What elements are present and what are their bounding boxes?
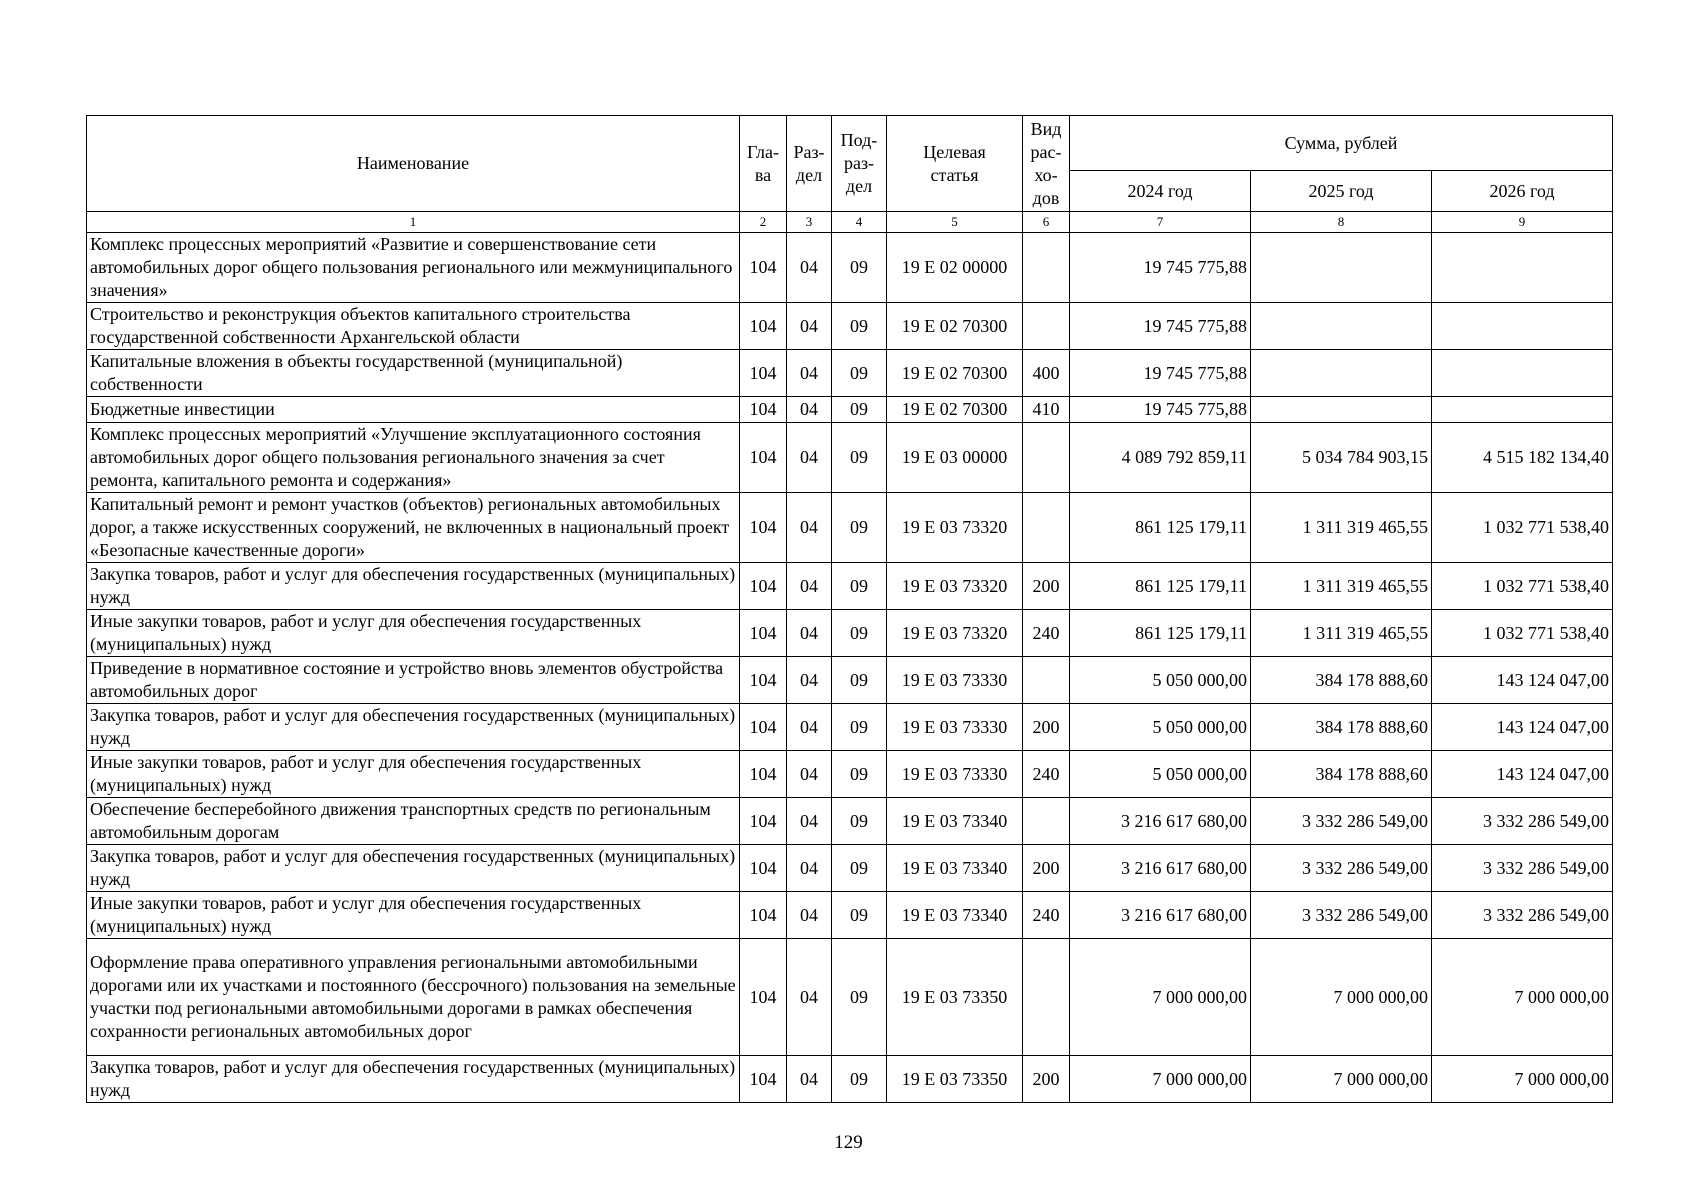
row-name: Иные закупки товаров, работ и услуг для обеспечения государственных (муниципальных) нужд <box>87 892 740 939</box>
row-podrazdel: 09 <box>832 751 887 798</box>
row-sum-2026: 1 032 771 538,40 <box>1432 610 1613 657</box>
row-razdel: 04 <box>787 423 832 493</box>
row-sum-2024: 3 216 617 680,00 <box>1070 845 1251 892</box>
row-sum-2026: 1 032 771 538,40 <box>1432 493 1613 563</box>
row-glava: 104 <box>740 751 787 798</box>
row-sum-2026: 143 124 047,00 <box>1432 657 1613 704</box>
row-podrazdel: 09 <box>832 493 887 563</box>
row-expense-type: 200 <box>1023 845 1070 892</box>
row-sum-2025 <box>1251 397 1432 423</box>
row-target-article: 19 Е 02 70300 <box>887 350 1023 397</box>
row-sum-2024: 19 745 775,88 <box>1070 303 1251 350</box>
row-target-article: 19 Е 02 70300 <box>887 397 1023 423</box>
row-expense-type: 240 <box>1023 751 1070 798</box>
row-target-article: 19 Е 03 73340 <box>887 798 1023 845</box>
row-target-article: 19 Е 03 73340 <box>887 845 1023 892</box>
table-row <box>87 798 1613 845</box>
column-number: 6 <box>1023 212 1070 233</box>
column-number: 1 <box>87 212 740 233</box>
row-sum-2026 <box>1432 233 1613 303</box>
row-target-article: 19 Е 03 73330 <box>887 704 1023 751</box>
row-razdel: 04 <box>787 233 832 303</box>
row-sum-2026: 4 515 182 134,40 <box>1432 423 1613 493</box>
row-target-article: 19 Е 03 73350 <box>887 1056 1023 1103</box>
row-razdel: 04 <box>787 493 832 563</box>
row-sum-2025: 3 332 286 549,00 <box>1251 798 1432 845</box>
header-podrazdel: Под- раз- дел <box>832 116 887 212</box>
row-sum-2026: 3 332 286 549,00 <box>1432 892 1613 939</box>
row-expense-type: 410 <box>1023 397 1070 423</box>
table-row <box>87 423 1613 493</box>
row-razdel: 04 <box>787 1056 832 1103</box>
row-name: Закупка товаров, работ и услуг для обеспечения государственных (муниципальных) нужд <box>87 845 740 892</box>
row-sum-2025: 1 311 319 465,55 <box>1251 610 1432 657</box>
row-target-article: 19 Е 03 73340 <box>887 892 1023 939</box>
row-glava: 104 <box>740 1056 787 1103</box>
row-sum-2024: 7 000 000,00 <box>1070 1056 1251 1103</box>
row-sum-2025 <box>1251 233 1432 303</box>
row-name: Капитальные вложения в объекты государственной (муниципальной) собственности <box>87 350 740 397</box>
row-razdel: 04 <box>787 610 832 657</box>
row-podrazdel: 09 <box>832 845 887 892</box>
row-target-article: 19 Е 03 73330 <box>887 751 1023 798</box>
row-sum-2024: 4 089 792 859,11 <box>1070 423 1251 493</box>
row-name: Строительство и реконструкция объектов капитального строительства государственной собственности Архангельской области <box>87 303 740 350</box>
row-sum-2024: 861 125 179,11 <box>1070 610 1251 657</box>
row-sum-2025: 7 000 000,00 <box>1251 939 1432 1056</box>
row-sum-2025 <box>1251 350 1432 397</box>
table-row <box>87 303 1613 350</box>
column-number-row <box>87 212 1613 233</box>
page-number: 129 <box>834 1132 863 1153</box>
row-sum-2026: 3 332 286 549,00 <box>1432 845 1613 892</box>
row-podrazdel: 09 <box>832 350 887 397</box>
row-name: Оформление права оперативного управления региональными автомобильными дорогами или их участками и постоянного (бессрочного) пользования на земельные участки под региональными автомобильными дорогами в рамках обеспечения сохранности региональных автомобильных дорог <box>87 939 740 1056</box>
row-razdel: 04 <box>787 303 832 350</box>
header-name: Наименование <box>87 116 740 212</box>
table-row <box>87 233 1613 303</box>
row-glava: 104 <box>740 939 787 1056</box>
row-sum-2026: 7 000 000,00 <box>1432 1056 1613 1103</box>
row-expense-type: 240 <box>1023 892 1070 939</box>
row-expense-type: 200 <box>1023 704 1070 751</box>
column-number: 9 <box>1432 212 1613 233</box>
row-sum-2024: 5 050 000,00 <box>1070 657 1251 704</box>
row-expense-type <box>1023 303 1070 350</box>
row-podrazdel: 09 <box>832 303 887 350</box>
row-sum-2026 <box>1432 397 1613 423</box>
row-glava: 104 <box>740 493 787 563</box>
row-razdel: 04 <box>787 892 832 939</box>
table-header <box>87 116 1613 233</box>
row-sum-2025: 3 332 286 549,00 <box>1251 845 1432 892</box>
row-expense-type <box>1023 657 1070 704</box>
row-razdel: 04 <box>787 751 832 798</box>
row-name: Иные закупки товаров, работ и услуг для обеспечения государственных (муниципальных) нужд <box>87 751 740 798</box>
row-glava: 104 <box>740 845 787 892</box>
row-glava: 104 <box>740 704 787 751</box>
row-podrazdel: 09 <box>832 704 887 751</box>
row-sum-2025: 3 332 286 549,00 <box>1251 892 1432 939</box>
header-razdel: Раз- дел <box>787 116 832 212</box>
column-number: 2 <box>740 212 787 233</box>
row-glava: 104 <box>740 798 787 845</box>
row-razdel: 04 <box>787 563 832 610</box>
row-target-article: 19 Е 03 73330 <box>887 657 1023 704</box>
header-year-2025: 2025 год <box>1251 171 1432 212</box>
row-sum-2025 <box>1251 303 1432 350</box>
row-name: Обеспечение бесперебойного движения транспортных средств по региональным автомобильным дорогам <box>87 798 740 845</box>
row-name: Иные закупки товаров, работ и услуг для обеспечения государственных (муниципальных) нужд <box>87 610 740 657</box>
row-target-article: 19 Е 03 73320 <box>887 610 1023 657</box>
row-razdel: 04 <box>787 939 832 1056</box>
row-sum-2026: 143 124 047,00 <box>1432 704 1613 751</box>
row-sum-2025: 1 311 319 465,55 <box>1251 493 1432 563</box>
row-expense-type: 400 <box>1023 350 1070 397</box>
row-name: Приведение в нормативное состояние и устройство вновь элементов обустройства автомобильных дорог <box>87 657 740 704</box>
row-sum-2025: 384 178 888,60 <box>1251 657 1432 704</box>
row-glava: 104 <box>740 350 787 397</box>
row-expense-type <box>1023 939 1070 1056</box>
table-row <box>87 892 1613 939</box>
table-row <box>87 704 1613 751</box>
row-sum-2024: 3 216 617 680,00 <box>1070 892 1251 939</box>
row-sum-2026: 143 124 047,00 <box>1432 751 1613 798</box>
header-expense-type: Вид рас- хо- дов <box>1023 116 1070 212</box>
row-target-article: 19 Е 02 00000 <box>887 233 1023 303</box>
row-sum-2026 <box>1432 350 1613 397</box>
row-glava: 104 <box>740 610 787 657</box>
row-podrazdel: 09 <box>832 423 887 493</box>
row-expense-type <box>1023 423 1070 493</box>
header-glava: Гла- ва <box>740 116 787 212</box>
column-number: 5 <box>887 212 1023 233</box>
row-podrazdel: 09 <box>832 563 887 610</box>
row-glava: 104 <box>740 563 787 610</box>
table-row <box>87 610 1613 657</box>
row-sum-2024: 5 050 000,00 <box>1070 704 1251 751</box>
row-glava: 104 <box>740 397 787 423</box>
row-expense-type: 240 <box>1023 610 1070 657</box>
row-glava: 104 <box>740 303 787 350</box>
row-name: Закупка товаров, работ и услуг для обеспечения государственных (муниципальных) нужд <box>87 563 740 610</box>
row-razdel: 04 <box>787 397 832 423</box>
column-number: 8 <box>1251 212 1432 233</box>
row-sum-2024: 19 745 775,88 <box>1070 397 1251 423</box>
row-sum-2026: 3 332 286 549,00 <box>1432 798 1613 845</box>
row-name: Комплекс процессных мероприятий «Улучшение эксплуатационного состояния автомобильных дорог общего пользования регионального значения за счет ремонта, капитального ремонта и содержания» <box>87 423 740 493</box>
header-year-2024: 2024 год <box>1070 171 1251 212</box>
row-glava: 104 <box>740 233 787 303</box>
row-sum-2024: 7 000 000,00 <box>1070 939 1251 1056</box>
row-name: Закупка товаров, работ и услуг для обеспечения государственных (муниципальных) нужд <box>87 1056 740 1103</box>
column-number: 4 <box>832 212 887 233</box>
table-row <box>87 397 1613 423</box>
column-number: 3 <box>787 212 832 233</box>
row-podrazdel: 09 <box>832 1056 887 1103</box>
row-sum-2026: 7 000 000,00 <box>1432 939 1613 1056</box>
row-podrazdel: 09 <box>832 657 887 704</box>
row-sum-2024: 19 745 775,88 <box>1070 233 1251 303</box>
row-name: Бюджетные инвестиции <box>87 397 740 423</box>
budget-table <box>86 115 1613 1103</box>
table-row <box>87 657 1613 704</box>
table-row <box>87 350 1613 397</box>
row-podrazdel: 09 <box>832 397 887 423</box>
row-name: Капитальный ремонт и ремонт участков (объектов) региональных автомобильных дорог, а также искусственных сооружений, не включенных в национальный проект «Безопасные качественные дороги» <box>87 493 740 563</box>
row-sum-2025: 384 178 888,60 <box>1251 751 1432 798</box>
row-target-article: 19 Е 03 73320 <box>887 563 1023 610</box>
table-body <box>87 233 1613 1103</box>
row-glava: 104 <box>740 892 787 939</box>
row-expense-type <box>1023 798 1070 845</box>
row-sum-2026: 1 032 771 538,40 <box>1432 563 1613 610</box>
row-razdel: 04 <box>787 798 832 845</box>
row-target-article: 19 Е 03 73320 <box>887 493 1023 563</box>
table-row <box>87 563 1613 610</box>
row-target-article: 19 Е 03 00000 <box>887 423 1023 493</box>
header-year-2026: 2026 год <box>1432 171 1613 212</box>
table-row <box>87 1056 1613 1103</box>
header-sum: Сумма, рублей <box>1070 116 1613 171</box>
row-sum-2026 <box>1432 303 1613 350</box>
row-podrazdel: 09 <box>832 798 887 845</box>
row-podrazdel: 09 <box>832 233 887 303</box>
row-podrazdel: 09 <box>832 892 887 939</box>
row-name: Закупка товаров, работ и услуг для обеспечения государственных (муниципальных) нужд <box>87 704 740 751</box>
header-target-article: Целевая статья <box>887 116 1023 212</box>
row-sum-2024: 3 216 617 680,00 <box>1070 798 1251 845</box>
row-sum-2025: 1 311 319 465,55 <box>1251 563 1432 610</box>
table-row <box>87 845 1613 892</box>
row-glava: 104 <box>740 657 787 704</box>
row-razdel: 04 <box>787 657 832 704</box>
row-name: Комплекс процессных мероприятий «Развитие и совершенствование сети автомобильных дорог общего пользования регионального или межмуниципального значения» <box>87 233 740 303</box>
table-row <box>87 493 1613 563</box>
table-row <box>87 751 1613 798</box>
table-row <box>87 939 1613 1056</box>
row-target-article: 19 Е 03 73350 <box>887 939 1023 1056</box>
row-sum-2024: 861 125 179,11 <box>1070 493 1251 563</box>
row-razdel: 04 <box>787 845 832 892</box>
row-sum-2025: 384 178 888,60 <box>1251 704 1432 751</box>
column-number: 7 <box>1070 212 1251 233</box>
row-sum-2025: 5 034 784 903,15 <box>1251 423 1432 493</box>
row-expense-type: 200 <box>1023 1056 1070 1103</box>
row-podrazdel: 09 <box>832 610 887 657</box>
row-razdel: 04 <box>787 350 832 397</box>
row-expense-type <box>1023 233 1070 303</box>
row-sum-2025: 7 000 000,00 <box>1251 1056 1432 1103</box>
row-expense-type <box>1023 493 1070 563</box>
row-sum-2024: 19 745 775,88 <box>1070 350 1251 397</box>
row-glava: 104 <box>740 423 787 493</box>
row-expense-type: 200 <box>1023 563 1070 610</box>
row-razdel: 04 <box>787 704 832 751</box>
row-sum-2024: 861 125 179,11 <box>1070 563 1251 610</box>
row-target-article: 19 Е 02 70300 <box>887 303 1023 350</box>
row-podrazdel: 09 <box>832 939 887 1056</box>
row-sum-2024: 5 050 000,00 <box>1070 751 1251 798</box>
